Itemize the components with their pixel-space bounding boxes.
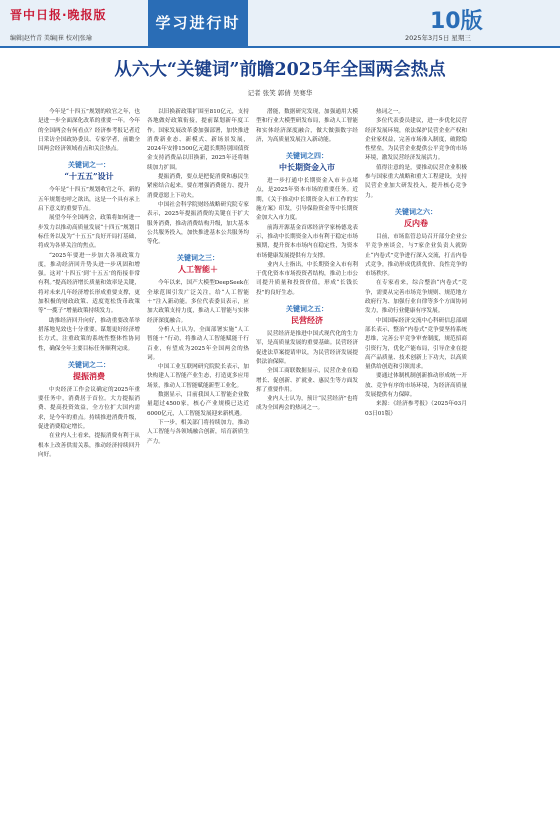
paragraph: 今年是“十四五”规划的收官之年，也是进一步全面深化改革的重要一年。今年的全国两会有何看点？经济参考报记者近日采访全国政协委员、专家学者，前瞻全国两会经济领域看点和关注热点。 [38,109,140,153]
paragraph: 业内人士指出，中长期资金入市有利于优化资本市场投资者结构，推动上市公司提升质量和投资价值，形成“长钱长投”的良好生态。 [256,261,358,296]
paragraph: 数据显示，目前我国人工智能企业数量超过4500家，核心产业规模已达近6000亿元，人工智能发展迎来新机遇。 [147,392,249,417]
paragraph: 提振消费，要点是把促消费和惠民生紧密结合起来。要在增强消费能力、提升消费意愿上下功夫。 [147,174,249,199]
article-byline: 记者 张笑 郭倩 吴赛华 [247,89,313,97]
paragraph: 多位代表委员建议，进一步优化民营经济发展环境，依法保护民营企业产权和企业家权益，完善市场准入制度，破除隐性壁垒，为民营企业提供公平竞争的市场环境，激发民营经济发展活力。 [365,118,467,162]
paragraph: 下一步，相关部门将持续加力，推动人工智能与各领域融合创新，培育新质生产力。 [147,419,249,445]
keyword-name: 人工智能＋ [178,264,218,275]
keyword-name: “十五五”设计 [64,171,114,182]
paragraph: 进一步打通中长期资金入市卡点堵点，是2025年资本市场的重要任务。近期，《关于推动中长期资金入市工作的实施方案》印发，引导保险资金等中长期资金加大入市力度。 [256,178,358,222]
paragraph: 前海开源基金首席经济学家杨德龙表示，推动中长期资金入市有利于稳定市场预期，提升资本市场内在稳定性，为资本市场健康发展提供有力支撑。 [256,224,358,259]
keyword-heading [38,160,140,182]
paragraph: 业内人士认为，预计“民营经济”也将成为全国两会的热词之一。 [256,396,358,412]
page-number: 10版 [430,9,483,34]
keyword-name: 民营经济 [291,315,323,326]
column-2 [147,108,249,808]
keyword-heading [147,253,249,275]
paragraph: 民营经济是推进中国式现代化的生力军，是高质量发展的重要基础。民营经济促进法草案提请审议，为民营经济发展提供法治保障。 [256,331,358,365]
paragraph: “2025年要进一步加大各项政策力度，推动经济回升势头进一步巩固和增强。这对‘十四五’到‘十五五’的衔接非常有利。”提高经济增长质量和效率是关键，将对未来几年经济增长形成重要支撑，更加积极的财政政策、适度宽松货币政策等“一揽子”增量政策持续发力。 [38,252,140,315]
keyword-tag: 关键词之六： [395,206,437,216]
keyword-tag: 关键词之四： [286,151,328,161]
paragraph: 全国工商联数据显示，民营企业在稳增长、促创新、扩就业、惠民生等方面发挥了重要作用。 [256,368,358,393]
paragraph: 展望今年全国两会，政策将如何进一步发力以推动高质量发展“十四五”规划目标任务以及为“十五五”良好开局打基础，将成为各界关注的焦点。 [38,215,140,250]
paragraph: 中国工业互联网研究院院长表示，加快构建人工智能产业生态，打造更多应用场景，推动人工智能赋能新型工业化。 [147,364,249,389]
paragraph: 中国社会科学院财经战略研究院专家表示，2025年提振消费的关键在于扩大服务消费，推动消费结构升级，加大基本公共服务投入，加快推进基本公共服务均等化。 [147,201,249,246]
column-4 [365,108,467,808]
newspaper-logo: 晋中日报·晚报版 [10,8,107,22]
paragraph: 热词之一。 [376,109,404,115]
keyword-tag: 关键词之一： [68,160,110,170]
paragraph: 值得注意的是，要推动民营企业积极参与国家重大战略和重大工程建设，支持民营企业加大研发投入，提升核心竞争力。 [365,164,467,199]
paragraph: 中央经济工作会议确定的2025年重要任务中，消费居于首位。大力提振消费、提高投资效益，全方位扩大国内需求，是今年的重点。持续推进消费升级，促进消费稳定增长。 [38,386,140,431]
column-3 [256,108,358,808]
paragraph: 今年是“十四五”规划收官之年，新的五年规划也呼之欲出，这是一个具有承上启下意义的重要节点。 [38,187,140,213]
keyword-heading [256,151,358,173]
keyword-name: 中长期资金入市 [279,162,335,173]
masthead [0,0,560,46]
article-headline: 从六大“关键词”前瞻2025年全国两会热点 [114,60,446,80]
section-label: 学习进行时 [148,0,248,46]
paragraph: 助推经济回升向好，推动重要改革举措落地见效也十分重要。谋划更好经济增长方式，注重政策的系统性整体性协同性，确保全年主要目标任务顺利完成。 [38,317,140,352]
paragraph: 分析人士认为，全面部署实施“人工智能＋”行动，将推动人工智能赋能千行百业，有望成为2025年全国两会的热词。 [147,326,249,361]
keyword-heading [38,360,140,382]
paragraph: 潜能，数据研究发现，加强通用大模型和行业大模型研发布局，推动人工智能和实体经济深度融合，做大做强数字经济，为高质量发展注入新动能。 [256,109,358,143]
keyword-tag: 关键词之五： [286,304,328,314]
paragraph: 目前，市场监管总局召开部分企业公平竞争座谈会，与7家企业负责人就防止“内卷式”竞争进行深入交流，打击内卷式竞争，推动形成优质优价、良性竞争的市场秩序。 [365,233,467,278]
keyword-name: 反内卷 [404,217,428,228]
source-note: 来源：《经济参考报》（2025年03月03日01版） [365,401,467,417]
issue-date: 2025年3月5日 星期三 [405,34,471,42]
header-rule [0,46,560,48]
keyword-name: 提振消费 [73,370,105,381]
paragraph: 在业内人士看来，提振消费有利于从根本上改善供需关系，推动经济持续回升向好。 [38,433,140,458]
column-1 [38,108,140,808]
keyword-heading [365,207,467,229]
paragraph: 今年以来，国产大模型DeepSeek在全球范围引发广泛关注，给“人工智能＋”注入新动能。多位代表委员表示，应加大政策支持力度，推动人工智能与实体经济深度融合。 [147,280,249,324]
keyword-heading [256,304,358,326]
keyword-tag: 关键词之二： [68,359,110,369]
keyword-tag: 关键词之三： [177,253,219,263]
paragraph: 以旧换新政策扩围至810亿元，支持各地做好政策衔接，提前谋划新年度工作。国家发展改革委加强部署，加快推进消费新业态、新模式、新场景发展，2024年安排1500亿元超长期特别国债资金支持消费品以旧换新，2025年还将继续加力扩围。 [147,109,249,171]
editor-credits: 编辑|赵竹青 美编|崔 校对|张瑜 [10,35,92,42]
paragraph: 中国国际经济交流中心科研信息部副部长表示，整治“内卷式”竞争要坚持系统思维，完善公平竞争审查制度，规范招商引资行为，优化产能布局，引导企业在提高产品质量、技术创新上下功夫，以高质量供给创造和引领需求。 [365,317,467,371]
paragraph: 要通过体制机制创新推动形成统一开放、竞争有序的市场环境，为经济高质量发展提供有力保障。 [365,373,467,399]
paragraph: 在专家看来，综合整治“内卷式”竞争，需要从完善市场竞争规则、规范地方政府行为、加强行业自律等多个方面协同发力，推动行业健康有序发展。 [365,280,467,315]
